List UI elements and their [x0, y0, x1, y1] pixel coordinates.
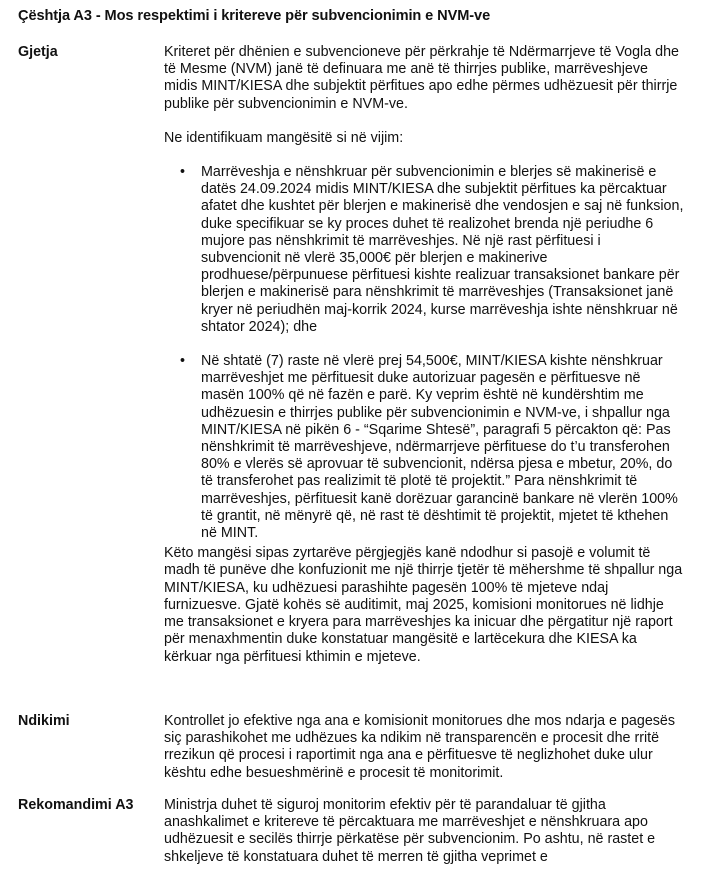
bullet-text: Në shtatë (7) raste në vlerë prej 54,500€, MINT/KIESA kishte nënshkruar marrëveshjet me përfituesit duke autorizuar pagesën e përfituesve në masën 100% që në fazën e parë. Ky veprim është në kundërshtim me udhëzuesin e thirrjes publike për subvencionimin e NVM-ve, i shpallur nga MINT/KIESA në pikën 6 - “Sqarime Shtesë”, paragrafi 5 përcakton që: Pas nënshkrimit të marrëveshjeve, ndërmarrjeve përfituese do t’u transferohen 80% e vlerës së aprovuar të subvencionit, ndërsa pjesa e mbetur, 20%, do të transferohet pas realizimit të plotë të projektit.” Para nënshkrimit të marrëveshjes, përfituesit kanë dorëzuar garancinë bankare në vlerën 100% të grantit, në mënyrë që, në rast të dështimit të projektit, mjetet të kthehen në MINT. — [201, 353, 678, 542]
finding-intro: Kriteret për dhënien e subvencioneve për përkrahje të Ndërmarrjeve të Vogla dhe të Mesme (NVM) janë të definuara me anë të thirrjes publike, marrëveshjeve midis MINT/KIESA dhe subjektit përfitues apo edhe përmes udhëzuesit për thirrje publike për subvencionimin e NVM-ve. — [164, 44, 679, 112]
issue-title: Çështja A3 - Mos respektimi i kritereve për subvencionimin e NVM-ve — [18, 8, 491, 24]
finding-identified: Ne identifikuam mangësitë si në vijim: — [164, 129, 404, 146]
bullet-icon: • — [180, 164, 186, 181]
finding-bullet-item — [164, 164, 684, 336]
recommendation-label: Rekomandimi A3 — [18, 797, 134, 813]
finding-bullet-list — [164, 164, 684, 542]
bullet-text: Marrëveshja e nënshkruar për subvencionimin e blerjes së makinerisë e datës 24.09.2024 midis MINT/KIESA dhe subjektit përfitues ka përcaktuar afatet dhe kushtet për blerjen e makinerisë dhe vendosjen e saj në funksion, duke specifikuar se ky proces duhet të realizohet brenda një periudhe 6 mujore pas nënshkrimit të marrëveshjes. Në një rast përfituesi i subvencionit në vlerë 35,000€ për blerjen e makinerive prodhuese/përpunuese përfituesi kishte realizuar transaksionet bankare për blerjen e makinerisë para nënshkrimit të marrëveshjes (Transaksionet janë kryer në periudhën maj-korrik 2024, kurse marrëveshja ishte nënshkruar në shtator 2024); dhe — [201, 164, 684, 335]
impact-text: Kontrollet jo efektive nga ana e komisionit monitorues dhe mos ndarja e pagesës siç parashikohet me udhëzues ka ndikim në transparencën e procesit dhe rritë rrezikun që procesi i raportimit nga ana e përfituesve të neglizhohet duke ulur kështu edhe besueshmërinë e procesit të monitorimit. — [164, 713, 676, 781]
finding-content — [164, 44, 684, 666]
finding-label: Gjetja — [18, 44, 58, 60]
finding-closing: Këto mangësi sipas zyrtarëve përgjegjës kanë ndodhur si pasojë e volumit të madh të punëve dhe konfuzionit me një thirrje tjetër të mëhershme të shpallur nga MINT/KIESA, ku udhëzuesi parashihte pagesën 100% të mjeteve ndaj furnizuesve. Gjatë kohës së auditimit, maj 2025, komisioni monitorues në lidhje me transaksionet e kryera para marrëveshjes ka inicuar dhe përgatitur një raport për menaxhmentin duke konstatuar mangësitë e lartëcekura dhe KIESA ka kërkuar nga përfituesi kthimin e mjeteve. — [164, 545, 683, 665]
bullet-icon: • — [180, 353, 186, 370]
recommendation-text: Ministrja duhet të siguroj monitorim efektiv për të parandaluar të gjitha anashkalimet e kritereve të përcaktuara me marrëveshjet e nënshkruara apo udhëzuesit e secilës thirrje përkatëse për subvencionim. Po ashtu, në rastet e shkeljeve të konstatuara duhet të merren të gjitha veprimet e — [164, 797, 656, 865]
impact-label: Ndikimi — [18, 713, 70, 729]
finding-bullet-item — [164, 353, 684, 542]
